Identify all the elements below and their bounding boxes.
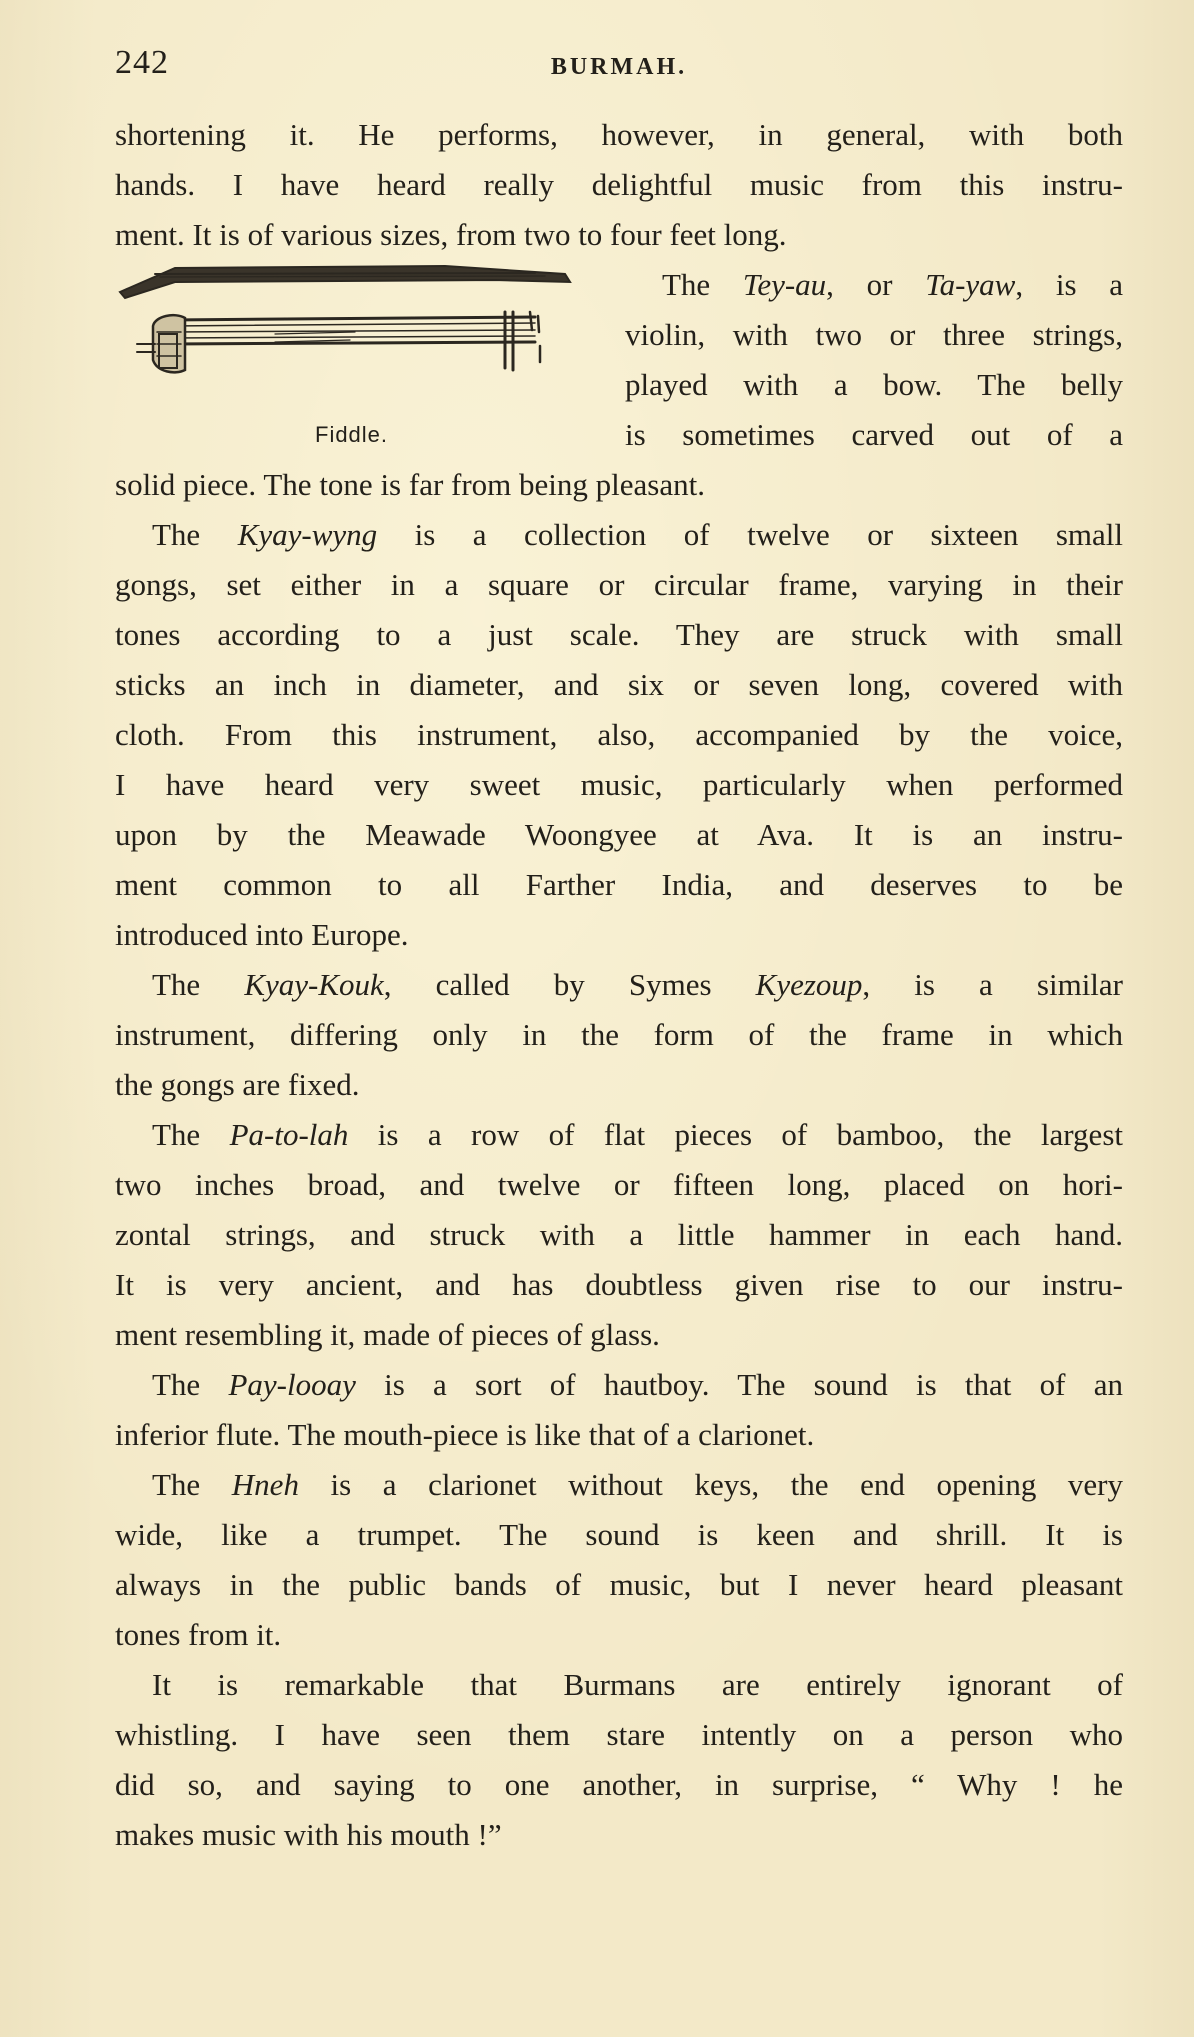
text-line: inferior flute. The mouth-piece is like that of a clarionet. — [115, 1417, 815, 1452]
text-line: upon by the Meawade Woongyee at Ava. It is an instru- — [115, 817, 1123, 852]
text-line: instrument, differing only in the form of the frame in which — [115, 1017, 1123, 1052]
text-line: tones from it. — [115, 1617, 282, 1652]
text-line: makes music with his mouth !” — [115, 1817, 502, 1852]
text-line: ment resembling it, made of pieces of glass. — [115, 1317, 660, 1352]
text-line: The Tey-au, or Ta-yaw, is a — [662, 267, 1123, 302]
text-line: It is remarkable that Burmans are entirely ignorant of — [152, 1667, 1123, 1702]
text-line: is sometimes carved out of a — [625, 417, 1123, 452]
text-line: ment. It is of various sizes, from two to four feet long. — [115, 217, 787, 252]
text-line: solid piece. The tone is far from being pleasant. — [115, 467, 705, 502]
text-line: introduced into Europe. — [115, 917, 409, 952]
text-line: cloth. From this instrument, also, accompanied by the voice, — [115, 717, 1123, 752]
text-line: The Kyay-wyng is a collection of twelve or sixteen small — [152, 517, 1123, 552]
text-line: hands. I have heard really delightful music from this instru- — [115, 167, 1123, 202]
figure-row — [115, 260, 1123, 460]
text-line: The Pay-looay is a sort of hautboy. The sound is that of an — [152, 1367, 1123, 1402]
text-line: ment common to all Farther India, and deserves to be — [115, 867, 1123, 902]
fiddle-figure — [115, 260, 600, 460]
text-line: I have heard very sweet music, particularly when performed — [115, 767, 1123, 802]
text-line: shortening it. He performs, however, in general, with both — [115, 117, 1123, 152]
text-line: two inches broad, and twelve or fifteen long, placed on hori- — [115, 1167, 1123, 1202]
page-number: 242 — [115, 44, 169, 81]
text-line: The Kyay-Kouk, called by Symes Kyezoup, is a similar — [152, 967, 1124, 1002]
running-head: BURMAH. — [550, 54, 688, 80]
page-header — [115, 44, 1123, 88]
figure-side-text — [625, 260, 1123, 460]
text-line: wide, like a trumpet. The sound is keen and shrill. It is — [115, 1517, 1123, 1552]
text-line: played with a bow. The belly — [625, 367, 1123, 402]
figure-caption: Fiddle. — [315, 422, 389, 447]
text-line: sticks an inch in diameter, and six or seven long, covered with — [115, 667, 1123, 702]
text-line: zontal strings, and struck with a little hammer in each hand. — [115, 1217, 1123, 1252]
text-line: did so, and saying to one another, in surprise, “ Why ! he — [115, 1767, 1123, 1802]
text-line: the gongs are fixed. — [115, 1067, 360, 1102]
text-line: whistling. I have seen them stare intently on a person who — [115, 1717, 1123, 1752]
text-line: violin, with two or three strings, — [625, 317, 1123, 352]
text-line: The Hneh is a clarionet without keys, the end opening very — [152, 1467, 1124, 1502]
text-line: tones according to a just scale. They are struck with small — [115, 617, 1123, 652]
body-text — [115, 110, 1123, 1860]
text-line: It is very ancient, and has doubtless given rise to our instru- — [115, 1267, 1123, 1302]
text-line: gongs, set either in a square or circular frame, varying in their — [115, 567, 1123, 602]
text-line: always in the public bands of music, but I never heard pleasant — [115, 1567, 1123, 1602]
text-line: The Pa-to-lah is a row of flat pieces of bamboo, the largest — [152, 1117, 1123, 1152]
